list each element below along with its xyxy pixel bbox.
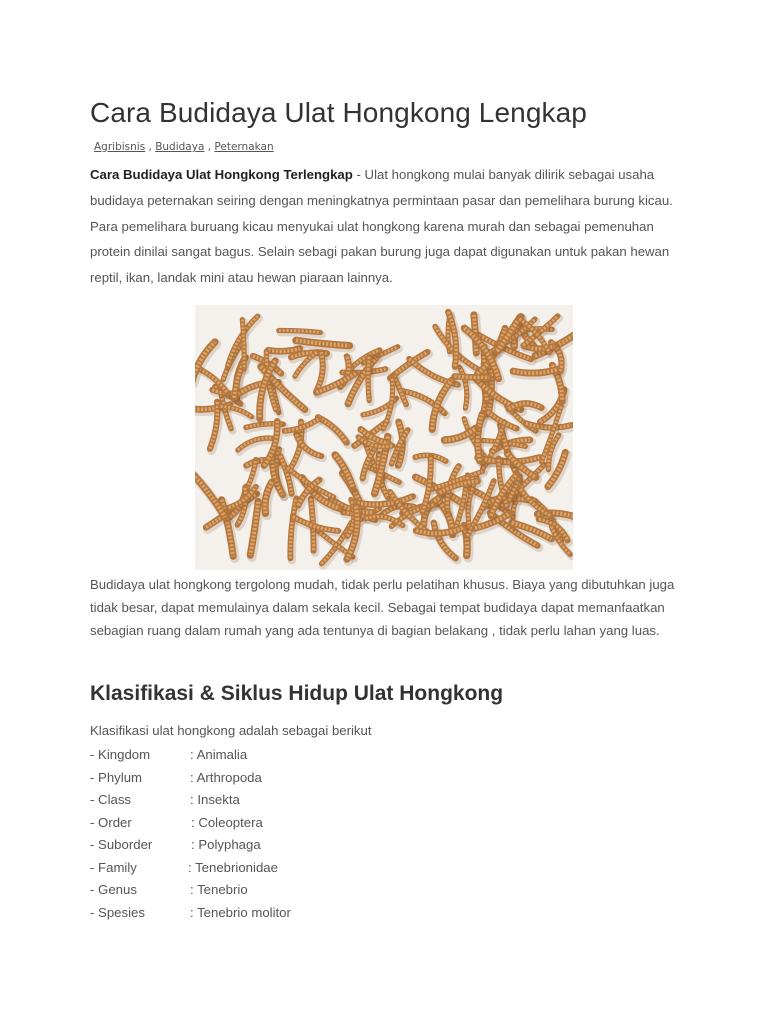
taxon-value: : Coleoptera	[191, 814, 263, 830]
taxon-value: : Arthropoda	[190, 769, 262, 785]
classification-row	[90, 879, 490, 902]
classification-row	[90, 902, 490, 925]
classification-intro: Klasifikasi ulat hongkong adalah sebagai berikut	[90, 723, 372, 738]
classification-row	[90, 767, 490, 790]
taxon-rank: - Genus	[90, 882, 137, 897]
taxon-rank: - Class	[90, 792, 132, 807]
mealworm	[368, 357, 371, 403]
mealworm	[432, 380, 453, 431]
category-link-budidaya[interactable]: Budidaya	[155, 141, 205, 153]
mealworm	[335, 455, 354, 490]
taxon-value: : Polyphaga	[191, 837, 261, 852]
taxon-value: : Tenebrio	[190, 882, 248, 897]
classification-list	[90, 744, 490, 924]
mealworm	[242, 320, 245, 372]
mealworm	[526, 423, 573, 429]
mealworm	[455, 376, 491, 379]
intro-bold-lead: Cara Budidaya Ulat Hongkong Terlengkap	[90, 167, 353, 182]
mealworm	[250, 502, 259, 557]
intro-text: - Ulat hongkong mulai banyak dilirik sebagai usaha budidaya peternakan seiring dengan meningkatnya permintaan pasar dan pemelihara burung kicau. Para pemelihara buruang kicau menyukai ulat hongkong karena murah dan sebagai pemenuhan protein dinilai sangat bagus. Selain sebagi pakan burung juga dapat digunakan untuk pakan hewan reptil, ikan, landak mini atau hewan piaraan lainnya.	[90, 167, 673, 286]
classification-row	[90, 744, 490, 767]
mealworm	[478, 414, 484, 462]
taxon-rank: - Phylum	[90, 769, 143, 785]
intro-paragraph	[90, 162, 682, 291]
mealworm	[513, 369, 561, 375]
taxon-rank: - Family	[90, 859, 137, 875]
mealworm	[509, 403, 543, 410]
category-link-agribisnis[interactable]: Agribisnis	[94, 141, 146, 153]
category-separator: ,	[204, 141, 215, 153]
category-links	[94, 141, 274, 153]
taxon-rank: - Suborder	[90, 837, 153, 852]
category-link-peternakan[interactable]: Peternakan	[214, 141, 274, 153]
classification-row	[90, 834, 490, 857]
taxon-value: : Insekta	[190, 792, 240, 807]
classification-row	[90, 789, 490, 812]
mealworm-image	[195, 305, 573, 570]
taxon-rank: - Order	[90, 814, 132, 830]
classification-row	[90, 857, 490, 880]
article-title: Cara Budidaya Ulat Hongkong Lengkap	[90, 97, 587, 128]
mealworm	[296, 340, 351, 347]
mealworm-photo	[195, 305, 573, 570]
taxon-value: : Animalia	[190, 747, 248, 762]
taxon-rank: - Kingdom	[90, 747, 151, 762]
section-heading: Klasifikasi & Siklus Hidup Ulat Hongkong	[90, 682, 504, 705]
taxon-value: : Tenebrionidae	[188, 859, 278, 875]
category-separator: ,	[145, 141, 156, 153]
classification-row	[90, 812, 490, 835]
taxon-value: : Tenebrio molitor	[190, 904, 291, 920]
body-paragraph: Budidaya ulat hongkong tergolong mudah, tidak perlu pelatihan khusus. Biaya yang dibutuhkan juga tidak besar, dapat memulainya dalam sekala kecil. Sebagai tempat budidaya dapat memanfaatkan sebagian ruang dalam rumah yang ada tentunya di bagian belakang , tidak perlu lahan yang luas.	[90, 577, 675, 639]
mealworm	[265, 482, 273, 515]
mealworm	[279, 330, 322, 334]
taxon-rank: - Spesies	[90, 904, 145, 920]
